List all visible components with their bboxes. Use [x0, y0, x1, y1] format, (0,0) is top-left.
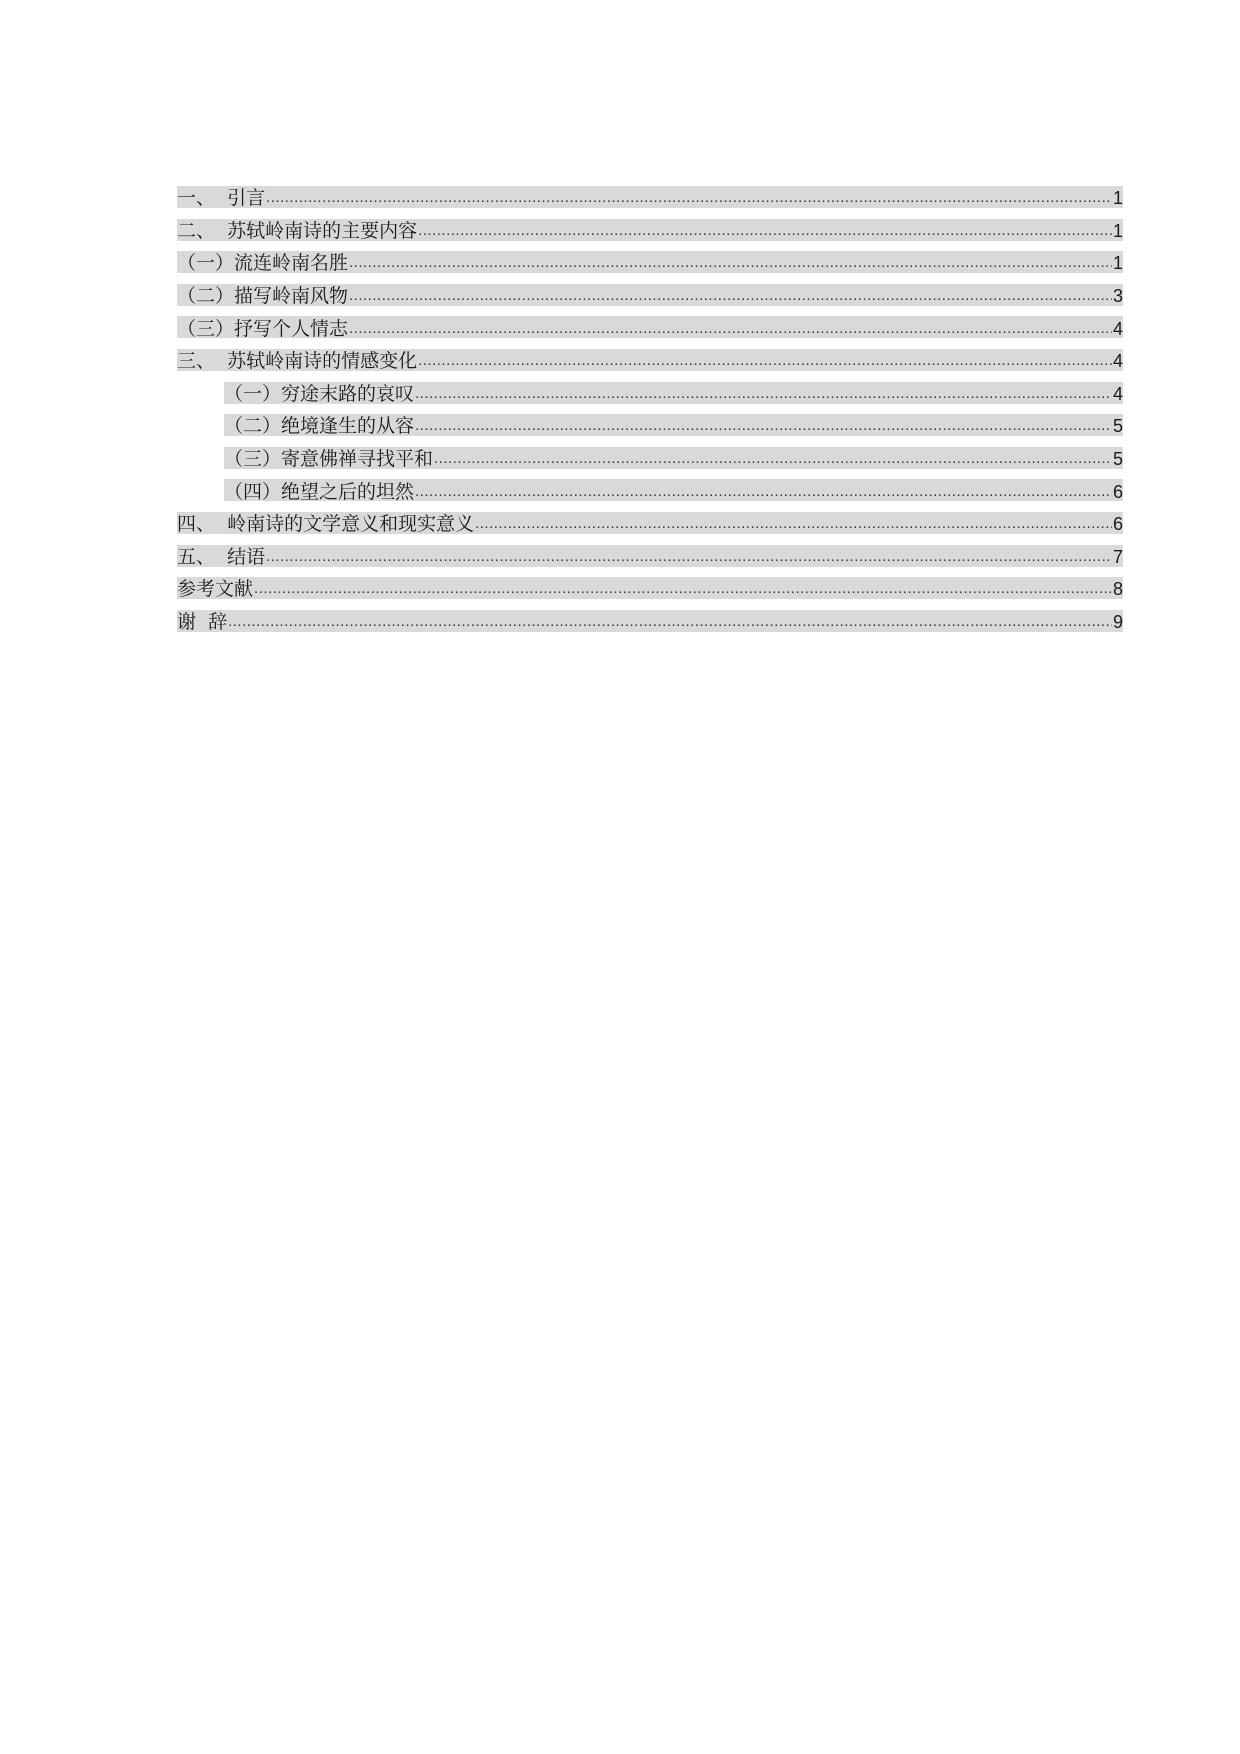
toc-entry[interactable]	[177, 606, 1123, 639]
dot-leader	[228, 609, 1112, 635]
toc-entry[interactable]	[177, 280, 1123, 313]
toc-entry-page-number: 6	[1112, 514, 1123, 535]
dot-leader	[434, 446, 1112, 472]
toc-entry-label: （四）绝望之后的坦然	[224, 480, 415, 503]
toc-entry[interactable]	[177, 345, 1123, 378]
toc-entry-label: 一、 引言	[177, 187, 266, 210]
toc-entry-label: 三、 苏轼岭南诗的情感变化	[177, 350, 418, 373]
toc-entry-label: （三）寄意佛禅寻找平和	[224, 448, 434, 471]
toc-entry-page-number: 8	[1112, 579, 1123, 600]
dot-leader	[349, 283, 1112, 309]
dot-leader	[475, 511, 1112, 537]
dot-leader	[266, 185, 1112, 211]
toc-entry-page-number: 5	[1112, 449, 1123, 470]
toc-entry-label: 四、 岭南诗的文学意义和现实意义	[177, 513, 475, 536]
toc-entry-page-number: 1	[1112, 220, 1123, 241]
toc-entry-page-number: 4	[1112, 351, 1123, 372]
toc-entry-page-number: 5	[1112, 416, 1123, 437]
toc-entry[interactable]	[177, 247, 1123, 280]
toc-entry-page-number: 7	[1112, 546, 1123, 567]
toc-entry[interactable]	[177, 182, 1123, 215]
toc-entry-page-number: 1	[1112, 188, 1123, 209]
toc-entry-label: 参考文献	[177, 578, 254, 601]
dot-leader	[349, 316, 1112, 342]
toc-entry-label: 二、 苏轼岭南诗的主要内容	[177, 219, 418, 242]
toc-entry-label: （一）穷途末路的哀叹	[224, 382, 415, 405]
toc-entry[interactable]	[177, 508, 1123, 541]
toc-entry-page-number: 3	[1112, 286, 1123, 307]
toc-entry[interactable]	[177, 573, 1123, 606]
dot-leader	[349, 250, 1112, 276]
toc-entry-page-number: 6	[1112, 481, 1123, 502]
dot-leader	[418, 218, 1112, 244]
dot-leader	[415, 413, 1112, 439]
toc-entry-label: （一）流连岭南名胜	[177, 252, 349, 275]
toc-entry[interactable]	[177, 443, 1123, 476]
toc-entry[interactable]	[177, 541, 1123, 574]
toc-entry-page-number: 4	[1112, 383, 1123, 404]
toc-entry-page-number: 1	[1112, 253, 1123, 274]
toc-entry[interactable]	[177, 475, 1123, 508]
toc-entry-label: （二）描写岭南风物	[177, 285, 349, 308]
toc-entry-page-number: 4	[1112, 318, 1123, 339]
toc-entry-label: 谢 辞	[177, 611, 228, 634]
toc-entry[interactable]	[177, 215, 1123, 248]
dot-leader	[266, 544, 1112, 570]
table-of-contents	[177, 182, 1123, 638]
toc-entry-label: （三）抒写个人情志	[177, 317, 349, 340]
toc-entry[interactable]	[177, 378, 1123, 411]
dot-leader	[254, 576, 1112, 602]
toc-entry[interactable]	[177, 312, 1123, 345]
dot-leader	[415, 479, 1112, 505]
toc-entry[interactable]	[177, 410, 1123, 443]
dot-leader	[418, 348, 1112, 374]
toc-entry-label: 五、 结语	[177, 545, 266, 568]
dot-leader	[415, 381, 1112, 407]
toc-entry-label: （二）绝境逢生的从容	[224, 415, 415, 438]
toc-entry-page-number: 9	[1112, 612, 1123, 633]
